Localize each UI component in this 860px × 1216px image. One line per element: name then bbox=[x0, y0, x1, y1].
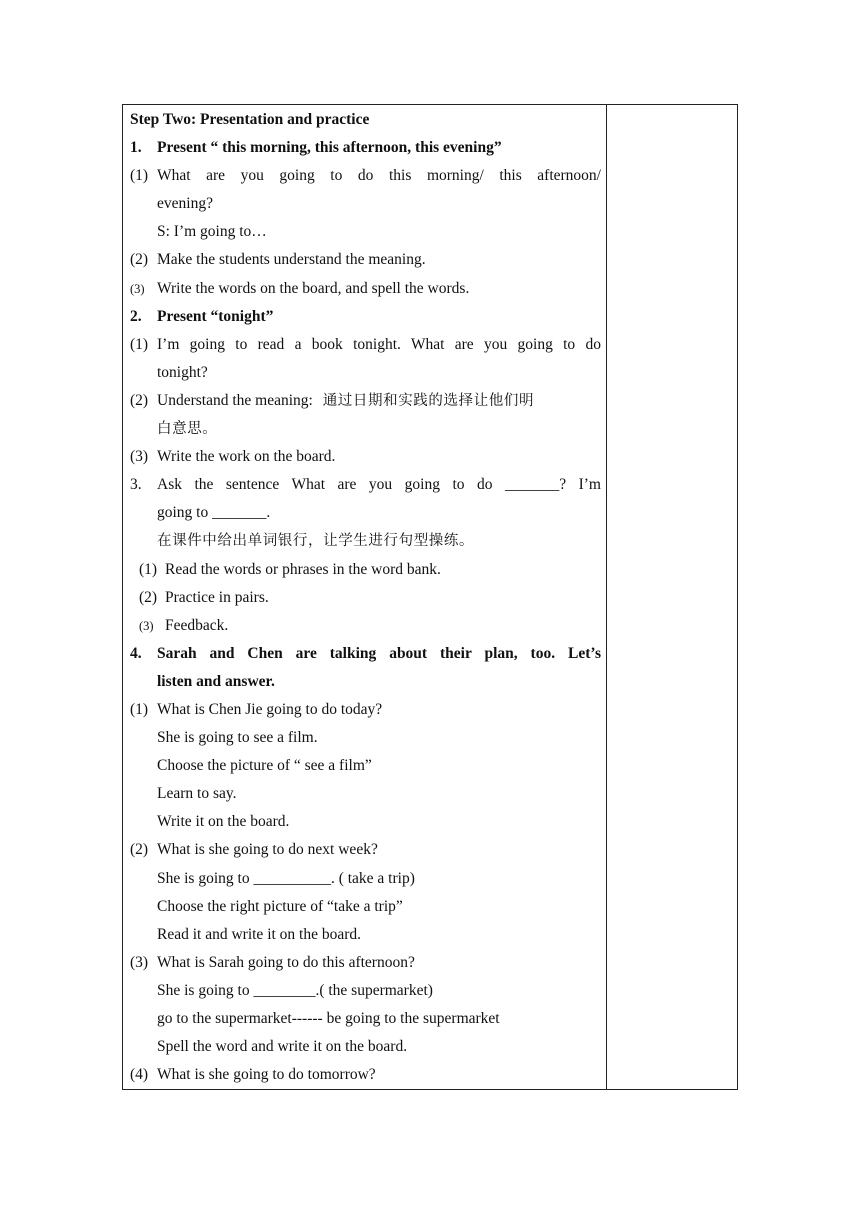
notes-cell bbox=[607, 105, 737, 1089]
s4-item-3-line1: (3) What is Sarah going to do this afternoon? bbox=[130, 953, 415, 971]
lesson-plan-table bbox=[122, 104, 738, 1090]
s2-item-2-line1: (2) Understand the meaning: 通过日期和实践的选择让他们明 bbox=[130, 391, 535, 409]
s4-item-3-line2: She is going to ________.( the supermarket) bbox=[157, 981, 433, 999]
s4-item-2-line1: (2) What is she going to do next week? bbox=[130, 841, 378, 859]
section-2-heading: 2. Present “tonight” bbox=[130, 307, 274, 325]
s3-item-2: (2) Practice in pairs. bbox=[139, 588, 269, 606]
s4-item-4-line1: (4) What is she going to do tomorrow? bbox=[130, 1066, 376, 1084]
section-4-line1: 4. Sarah and Chen are talking about their plan, too. Let’s bbox=[130, 644, 601, 662]
s3-item-3: (3) Feedback. bbox=[139, 616, 229, 634]
s2-item-2-cn: 通过日期和实践的选择让他们明 bbox=[322, 392, 535, 409]
s1-item-1-line3: S: I’m going to… bbox=[157, 223, 267, 241]
s4-item-1-line3: Choose the picture of “ see a film” bbox=[157, 757, 372, 775]
section-3-line1: 3. Ask the sentence What are you going to do _______? I’m bbox=[130, 476, 601, 494]
s2-item-1-line1: (1) I’m going to read a book tonight. What are you going to do bbox=[130, 335, 601, 353]
s2-item-2-en: Understand the meaning: bbox=[157, 391, 313, 409]
procedure-cell bbox=[130, 106, 601, 1089]
s4-item-2-line2: She is going to __________. ( take a trip) bbox=[157, 869, 415, 887]
s1-item-2: (2) Make the students understand the meaning. bbox=[130, 251, 426, 269]
section-4-line2: listen and answer. bbox=[157, 672, 275, 690]
s4-item-2-line3: Choose the right picture of “take a trip” bbox=[157, 897, 403, 915]
s1-item-1-line2: evening? bbox=[157, 195, 213, 213]
s4-item-1-line5: Write it on the board. bbox=[157, 813, 290, 831]
s4-item-1-line1: (1) What is Chen Jie going to do today? bbox=[130, 700, 383, 718]
s4-item-3-line4: Spell the word and write it on the board. bbox=[157, 1038, 408, 1056]
s3-item-1: (1) Read the words or phrases in the word bank. bbox=[139, 560, 441, 578]
step-title: Step Two: Presentation and practice bbox=[130, 111, 370, 128]
s4-item-1-line2: She is going to see a film. bbox=[157, 729, 318, 747]
s4-item-2-line4: Read it and write it on the board. bbox=[157, 925, 362, 943]
section-3-line2: going to _______. bbox=[157, 504, 271, 522]
s4-item-3-line3: go to the supermarket------ be going to the supermarket bbox=[157, 1010, 500, 1027]
section-1-heading: 1. Present “ this morning, this afternoon, this evening” bbox=[130, 139, 502, 157]
s2-item-3: (3) Write the work on the board. bbox=[130, 448, 336, 466]
s4-item-1-line4: Learn to say. bbox=[157, 785, 237, 803]
s2-item-1-line2: tonight? bbox=[157, 363, 208, 381]
s1-item-1-line1: (1) What are you going to do this morning/ this afternoon/ bbox=[130, 167, 601, 185]
s1-item-3: (3) Write the words on the board, and spell the words. bbox=[130, 279, 470, 297]
section-3-line3: 在课件中给出单词银行，让学生进行句型操练。 bbox=[157, 533, 475, 550]
s2-item-2-line2: 白意思。 bbox=[157, 421, 218, 438]
